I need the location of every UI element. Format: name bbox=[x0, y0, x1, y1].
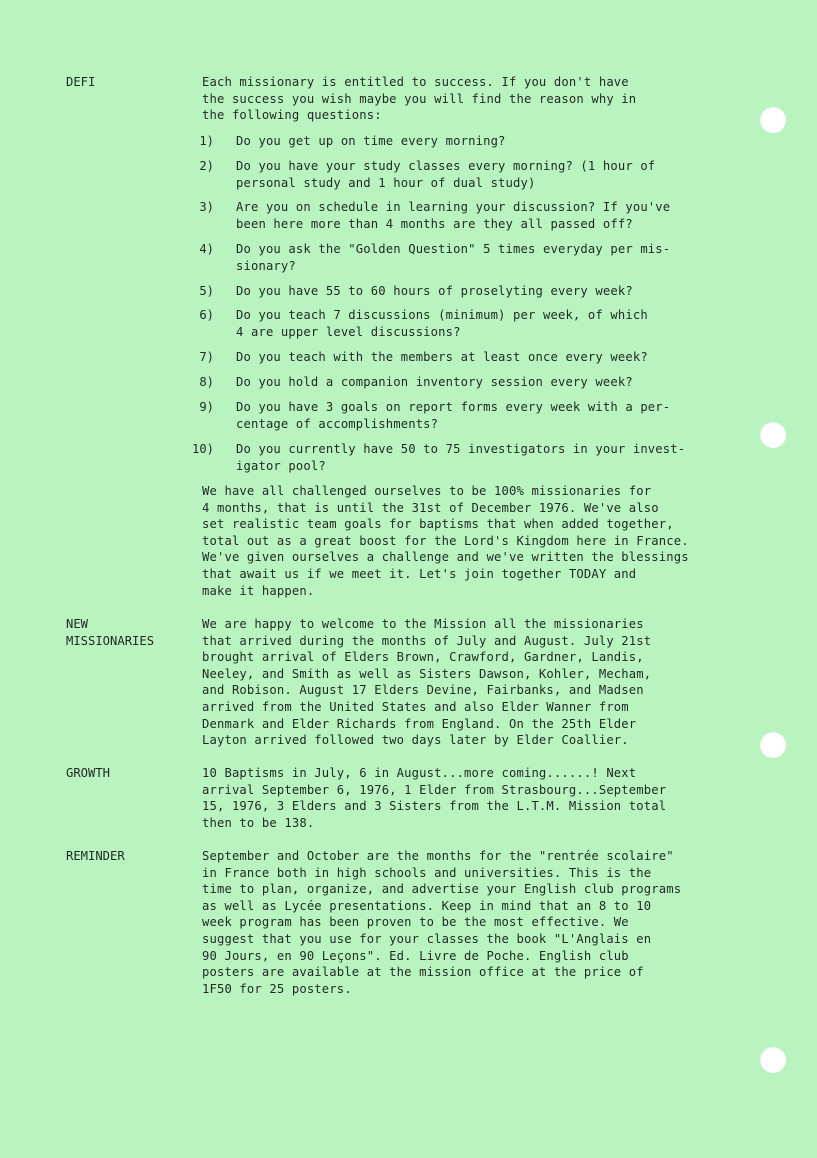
question-number: 1) bbox=[199, 134, 214, 148]
question-number: 7) bbox=[199, 350, 214, 364]
reminder-text: September and October are the months for the "rentrée scolaire" in France both in high schools and universities. This is the time to plan, organize, and advertise your English club programs as well as Lycée presentations. Keep in mind that an 8 to 10 week program has been proven to be the most effective. We suggest that you use for your classes the book "L'Anglais en 90 Jours, en 90 Leçons". Ed. Livre de Poche. English club posters are available at the mission office at the price of 1F50 for 25 posters. bbox=[202, 849, 682, 996]
question-number: 10) bbox=[191, 442, 214, 456]
question-number: 6) bbox=[199, 308, 214, 322]
defi-closing: We have all challenged ourselves to be 100% missionaries for 4 months, that is until the 31st of December 1976. We've also set realistic team goals for baptisms that when added together, total out as a great boost for the Lord's Kingdom here in France. We've given ourselves a challenge and we've written the blessings that await us if we meet it. Let's join together TODAY and make it happen. bbox=[202, 484, 689, 598]
question-text: Are you on schedule in learning your discussion? If you've been here more than 4 months are they all passed off? bbox=[236, 200, 671, 231]
question-text: Do you have your study classes every morning? (1 hour of personal study and 1 hour of dual study) bbox=[236, 159, 656, 190]
question-text: Do you hold a companion inventory session every week? bbox=[236, 375, 633, 389]
question-text: Do you have 55 to 60 hours of proselyting every week? bbox=[236, 284, 633, 298]
binder-hole bbox=[760, 732, 786, 758]
growth-text: 10 Baptisms in July, 6 in August...more coming......! Next arrival September 6, 1976, 1 Elder from Strasbourg...September 15, 1976, 3 Elders and 3 Sisters from the L.T.M. Mission total then to be 138. bbox=[202, 766, 667, 830]
binder-hole bbox=[760, 422, 786, 448]
question-text: Do you currently have 50 to 75 investigators in your invest- igator pool? bbox=[236, 442, 686, 473]
defi-intro: Each missionary is entitled to success. If you don't have the success you wish maybe you will find the reason why in the following questions: bbox=[202, 75, 637, 123]
question-number: 3) bbox=[199, 200, 214, 214]
question-text: Do you teach 7 discussions (minimum) per week, of which 4 are upper level discussions? bbox=[236, 308, 648, 339]
question-number: 8) bbox=[199, 375, 214, 389]
question-text: Do you teach with the members at least once every week? bbox=[236, 350, 648, 364]
question-number: 4) bbox=[199, 242, 214, 256]
question-text: Do you ask the "Golden Question" 5 times everyday per mis- sionary? bbox=[236, 242, 671, 273]
binder-hole bbox=[760, 107, 786, 133]
question-text: Do you have 3 goals on report forms every week with a per- centage of accomplishments? bbox=[236, 400, 671, 431]
defi-heading: DEFI bbox=[66, 75, 96, 89]
question-number: 5) bbox=[199, 284, 214, 298]
reminder-heading: REMINDER bbox=[66, 849, 125, 863]
new-missionaries-text: We are happy to welcome to the Mission all the missionaries that arrived during the months of July and August. July 21st brought arrival of Elders Brown, Crawford, Gardner, Landis, Neeley, and Smith as well as Sisters Dawson, Kohler, Mecham, and Robison. August 17 Elders Devine, Fairbanks, and Madsen arrived from the United States and also Elder Wanner from Denmark and Elder Richards from England. On the 25th Elder Layton arrived followed two days later by Elder Coallier. bbox=[202, 617, 652, 748]
new-missionaries-heading: NEW MISSIONARIES bbox=[66, 617, 155, 648]
question-number: 9) bbox=[199, 400, 214, 414]
question-text: Do you get up on time every morning? bbox=[236, 134, 506, 148]
question-number: 2) bbox=[199, 159, 214, 173]
binder-hole bbox=[760, 1047, 786, 1073]
growth-heading: GROWTH bbox=[66, 766, 111, 780]
